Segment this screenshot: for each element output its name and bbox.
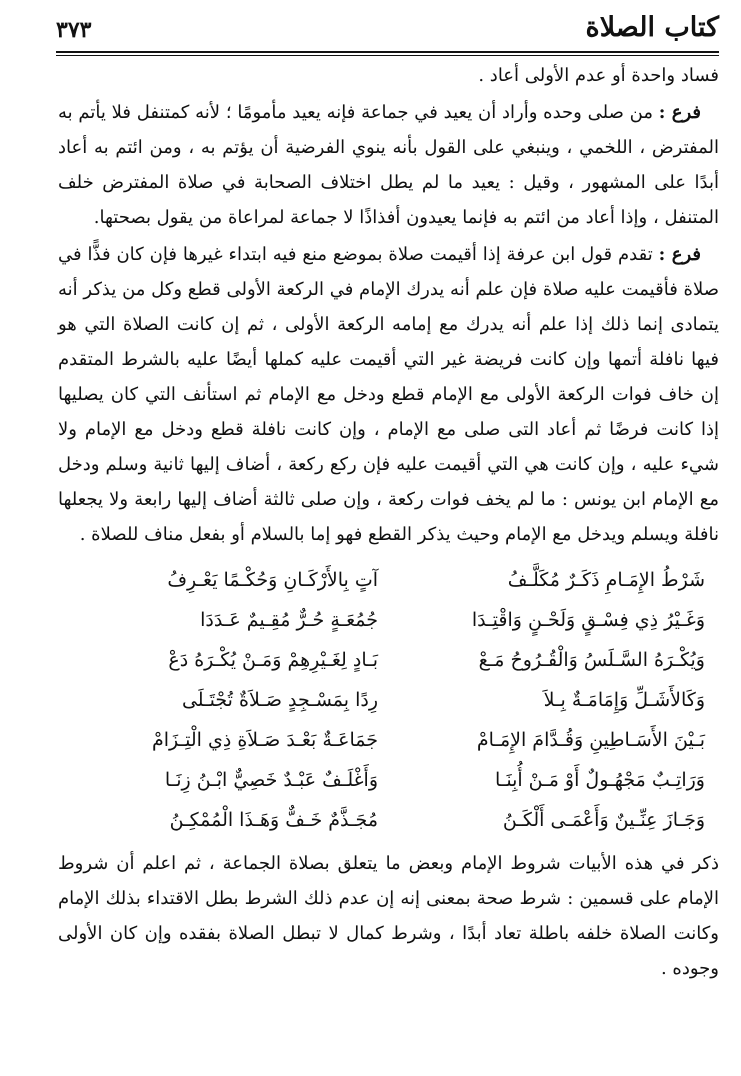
paragraph-4: [58, 846, 719, 986]
verse-first-hemistich: بَـيْنَ الأَسَـاطِينِ وَقُـدَّامَ الإِمَـامْ: [476, 728, 705, 751]
verse-line: [78, 600, 705, 640]
verse-second-hemistich: آتٍ بِالأَرْكَـانِ وَحُكْـمًا يَعْـرِفُ: [167, 568, 378, 591]
verse-second-hemistich: وَأَغْلَـفٌ عَبْـدٌ خَصِيٌّ ابْـنُ زِنَـا: [164, 768, 378, 791]
paragraph-2: [58, 95, 719, 235]
verse-first-hemistich: وَيُكْـرَهُ السَّـلَسُ وَالْقُـرُوحُ مَـعْ: [478, 648, 705, 671]
verse-first-hemistich: وَغَـيْرُ ذِي فِسْـقٍ وَلَحْـنٍ وَاقْتِـدَا: [471, 608, 705, 631]
verse-second-hemistich: جُمُعَـةٍ حُـرٌّ مُقِـيمٌ عَـدَدَا: [200, 608, 378, 631]
verse-line: [78, 640, 705, 680]
verse-second-hemistich: جَمَاعَـةٌ بَعْـدَ صَـلاَةِ ذِي الْتِـزَامْ: [152, 728, 378, 751]
verse-first-hemistich: وَجَـازَ عِنِّـينٌ وَأَعْمَـى أَلْكَـنُ: [502, 808, 705, 831]
verse-second-hemistich: بَـادٍ لِغَـيْرِهِمْ وَمَـنْ يُكْـرَهُ دَعْ: [168, 648, 378, 671]
verse-second-hemistich: مُجَـذَّمٌ خَـفٌّ وَهَـذَا الْمُمْكِـنُ: [169, 808, 378, 831]
paragraph-text: من صلى وحده وأراد أن يعيد في جماعة فإنه يعيد مأمومًا ؛ لأنه كمتنفل فلا يأتم به المفترض ، اللخمي ، وينبغي على القول بأنه ينوي الفرضية أن يؤتم به ، ومن ائتم به أعاد أبدًا على المشهور ، وقيل : يعيد ما لم يطل اختلاف الصحابة في صلاة المفترض خلف المتنفل ، وإذا أعاد من ائتم به فإنما يعيدون أفذاذًا لا جماعة لمراعاة من يقول بصحتها.: [58, 102, 719, 228]
page-number: ٣٧٣: [56, 17, 92, 43]
verse-line: [78, 560, 705, 600]
header-rule: [56, 51, 719, 56]
poem-verses: [58, 560, 719, 840]
running-title: كتاب الصلاة: [585, 12, 719, 43]
paragraph-text: ذكر في هذه الأبيات شروط الإمام وبعض ما يتعلق بصلاة الجماعة ، ثم اعلم أن شروط الإمام على قسمين : شرط صحة بمعنى إنه إن عدم ذلك الشرط بطل الاقتداء بذلك الإمام وكانت الصلاة خلفه باطلة تعاد أبدًا ، وشرط كمال لا تبطل الصلاة بفقده وإن كان الأولى وجوده .: [58, 853, 719, 979]
verse-line: [78, 720, 705, 760]
paragraph-3: [58, 237, 719, 552]
verse-second-hemistich: رِدًا بِمَسْـجِدٍ صَـلاَةٌ تُجْتَـلَى: [181, 688, 378, 711]
verse-line: [78, 800, 705, 840]
verse-first-hemistich: وَكَالأَشَـلِّ وَإِمَامَـةٌ بِـلاَ: [543, 688, 705, 711]
paragraph-label: فرع :: [658, 244, 701, 265]
verse-line: [78, 680, 705, 720]
verse-line: [78, 760, 705, 800]
page-header: [56, 10, 719, 50]
verse-first-hemistich: شَرْطُ الإِمَـامِ ذَكَـرٌ مُكَلَّـفُ: [507, 568, 705, 591]
paragraph-label: فرع :: [658, 102, 701, 123]
verse-first-hemistich: وَرَاتِـبٌ مَجْهُـولٌ أَوْ مَـنْ أُبِنَـا: [494, 768, 705, 791]
paragraph-text: فساد واحدة أو عدم الأولى أعاد .: [478, 65, 719, 86]
page-body: [58, 58, 719, 986]
paragraph-text: تقدم قول ابن عرفة إذا أقيمت صلاة بموضع منع فيه ابتداء غيرها فإن كان فذًّا في صلاة فأقيمت عليه صلاة فإن علم أنه يدرك الإمام في الركعة الأولى قطع وكل من يذكر أنه يتمادى إنما ذلك إذا علم أنه يدرك مع إمامه الركعة الأولى ، ثم إن كانت الصلاة التي هو فيها نافلة أتمها وإن كانت فريضة غير التي أقيمت عليه كملها أيضًا عليه بالشرط المتقدم إن خاف فوات الركعة الأولى مع الإمام قطع ودخل مع الإمام ثم استأنف التي كان يصليها إذا كانت فرضًا ثم أعاد التى صلى مع الإمام ، وإن كانت نافلة قطع ودخل مع الإمام ولا شيء عليه ، وإن كانت هي التي أقيمت عليه فإن ركع ركعة ، أضاف إليها ثانية وسلم ودخل مع الإمام ابن يونس : ما لم يخف فوات ركعة ، وإن صلى ثالثة أضاف إليها رابعة ولا يجعلها نافلة ويسلم ويدخل مع الإمام وحيث يذكر القطع فهو إما بالسلام أو بفعل مناف للصلاة .: [58, 244, 719, 545]
paragraph-1: [58, 58, 719, 93]
